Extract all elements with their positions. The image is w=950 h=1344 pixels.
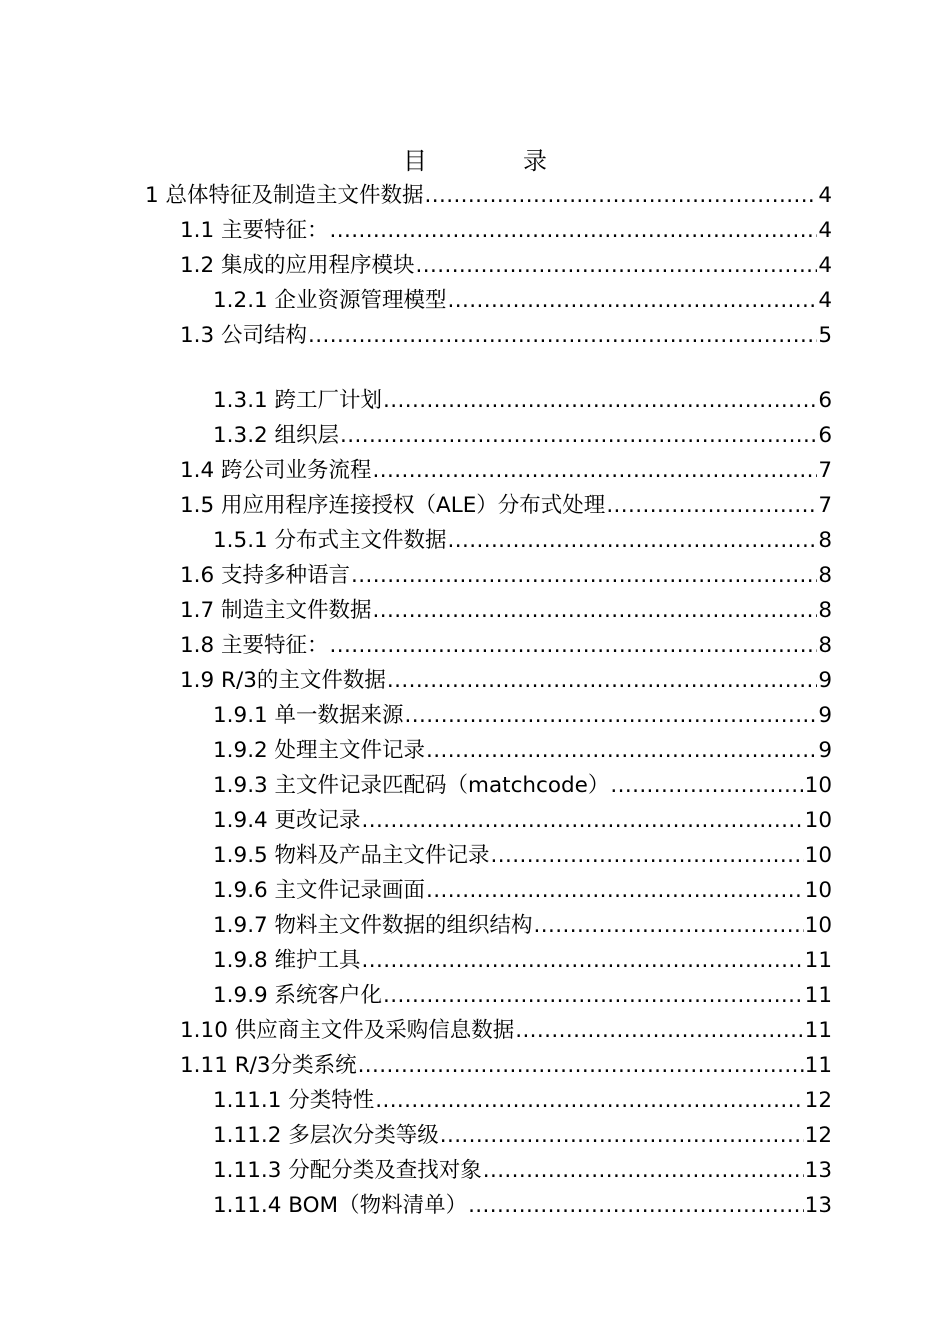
toc-entry-page-number: 4 bbox=[818, 252, 832, 278]
toc-entry[interactable] bbox=[0, 908, 950, 943]
toc-entry-text: 1.4 跨公司业务流程 bbox=[180, 457, 372, 483]
toc-dot-leader bbox=[383, 387, 817, 415]
toc-entry-text: 1 总体特征及制造主文件数据 bbox=[145, 182, 424, 208]
toc-entry[interactable] bbox=[0, 178, 950, 213]
toc-entry[interactable] bbox=[0, 383, 950, 418]
toc-entry-text: 1.11.4 BOM（物料清单） bbox=[213, 1192, 468, 1218]
toc-entry[interactable] bbox=[0, 1083, 950, 1118]
toc-entry[interactable] bbox=[0, 523, 950, 558]
toc-dot-leader bbox=[362, 807, 804, 835]
toc-dot-leader bbox=[373, 597, 818, 625]
toc-entry-text: 1.9.6 主文件记录画面 bbox=[213, 877, 426, 903]
toc-entry[interactable] bbox=[0, 213, 950, 248]
toc-entry-page-number: 6 bbox=[818, 387, 832, 413]
toc-entry-page-number: 4 bbox=[818, 217, 832, 243]
toc-entry-text: 1.10 供应商主文件及采购信息数据 bbox=[180, 1017, 515, 1043]
toc-entry[interactable] bbox=[0, 283, 950, 318]
toc-entry[interactable] bbox=[0, 838, 950, 873]
toc-dot-leader bbox=[340, 422, 817, 450]
toc-entry-page-number: 8 bbox=[818, 527, 832, 553]
toc-entry-text: 1.2.1 企业资源管理模型 bbox=[213, 287, 447, 313]
toc-entry[interactable] bbox=[0, 698, 950, 733]
toc-entry-page-number: 7 bbox=[818, 492, 832, 518]
toc-entry-text: 1.3 公司结构 bbox=[180, 322, 308, 348]
toc-dot-leader bbox=[416, 252, 818, 280]
toc-entry-page-number: 8 bbox=[818, 597, 832, 623]
toc-entry[interactable] bbox=[0, 1013, 950, 1048]
toc-entry[interactable] bbox=[0, 1153, 950, 1188]
toc-entry-page-number: 5 bbox=[818, 322, 832, 348]
toc-dot-leader bbox=[468, 1192, 804, 1220]
toc-entry-text: 1.2 集成的应用程序模块 bbox=[180, 252, 415, 278]
toc-dot-leader bbox=[358, 1052, 804, 1080]
toc-entry-page-number: 4 bbox=[818, 287, 832, 313]
toc-entry-page-number: 12 bbox=[804, 1122, 832, 1148]
toc-entry[interactable] bbox=[0, 558, 950, 593]
toc-dot-leader bbox=[405, 702, 818, 730]
toc-entry-text: 1.9 R/3的主文件数据 bbox=[180, 667, 386, 693]
toc-entry[interactable] bbox=[0, 1188, 950, 1223]
toc-dot-leader bbox=[426, 737, 817, 765]
toc-dot-leader bbox=[383, 982, 804, 1010]
toc-entry[interactable] bbox=[0, 248, 950, 283]
toc-dot-leader bbox=[351, 562, 817, 590]
toc-entry[interactable] bbox=[0, 873, 950, 908]
toc-dot-leader bbox=[426, 877, 804, 905]
toc-entry-page-number: 6 bbox=[818, 422, 832, 448]
toc-entry-text: 1.7 制造主文件数据 bbox=[180, 597, 372, 623]
toc-entry[interactable] bbox=[0, 943, 950, 978]
toc-entry-page-number: 10 bbox=[804, 842, 832, 868]
toc-entry[interactable] bbox=[0, 628, 950, 663]
toc-entry-page-number: 9 bbox=[818, 667, 832, 693]
toc-entry-text: 1.9.8 维护工具 bbox=[213, 947, 361, 973]
toc-dot-leader bbox=[515, 1017, 803, 1045]
toc-entry-page-number: 10 bbox=[804, 877, 832, 903]
toc-entry-page-number: 11 bbox=[804, 947, 832, 973]
toc-entry[interactable] bbox=[0, 318, 950, 353]
toc-entry-page-number: 7 bbox=[818, 457, 832, 483]
toc-entry-page-number: 11 bbox=[804, 1052, 832, 1078]
toc-entry-page-number: 10 bbox=[804, 807, 832, 833]
toc-entry-text: 1.5 用应用程序连接授权（ALE）分布式处理 bbox=[180, 492, 606, 518]
toc-dot-leader bbox=[330, 632, 818, 660]
toc-dot-leader bbox=[373, 457, 818, 485]
toc-dot-leader bbox=[440, 1122, 804, 1150]
toc-entry[interactable] bbox=[0, 978, 950, 1013]
toc-entry-text: 1.9.9 系统客户化 bbox=[213, 982, 383, 1008]
toc-entry-text: 1.9.3 主文件记录匹配码（matchcode） bbox=[213, 772, 610, 798]
toc-entry[interactable] bbox=[0, 663, 950, 698]
toc-entry-page-number: 9 bbox=[818, 737, 832, 763]
toc-entry-text: 1.9.1 单一数据来源 bbox=[213, 702, 404, 728]
toc-dot-leader bbox=[308, 322, 817, 350]
toc-entry-page-number: 4 bbox=[818, 182, 832, 208]
toc-list bbox=[0, 178, 950, 1223]
toc-entry-text: 1.11.3 分配分类及查找对象 bbox=[213, 1157, 482, 1183]
toc-dot-leader bbox=[448, 287, 818, 315]
toc-entry-text: 1.9.5 物料及产品主文件记录 bbox=[213, 842, 490, 868]
toc-entry-text: 1.9.7 物料主文件数据的组织结构 bbox=[213, 912, 533, 938]
toc-entry-text: 1.5.1 分布式主文件数据 bbox=[213, 527, 447, 553]
toc-entry-text: 1.11.2 多层次分类等级 bbox=[213, 1122, 439, 1148]
toc-dot-leader bbox=[483, 1157, 804, 1185]
toc-entry-text: 1.11.1 分类特性 bbox=[213, 1087, 375, 1113]
toc-entry-page-number: 10 bbox=[804, 912, 832, 938]
toc-dot-leader bbox=[362, 947, 804, 975]
toc-entry-text: 1.9.2 处理主文件记录 bbox=[213, 737, 426, 763]
toc-entry[interactable] bbox=[0, 453, 950, 488]
toc-entry-text: 1.6 支持多种语言 bbox=[180, 562, 351, 588]
toc-entry[interactable] bbox=[0, 1118, 950, 1153]
toc-entry-page-number: 13 bbox=[804, 1192, 832, 1218]
toc-entry-text: 1.3.2 组织层 bbox=[213, 422, 340, 448]
toc-entry[interactable] bbox=[0, 733, 950, 768]
toc-entry-page-number: 8 bbox=[818, 632, 832, 658]
toc-dot-leader bbox=[387, 667, 817, 695]
toc-entry-text: 1.11 R/3分类系统 bbox=[180, 1052, 357, 1078]
toc-entry[interactable] bbox=[0, 418, 950, 453]
toc-entry-page-number: 11 bbox=[804, 1017, 832, 1043]
toc-entry[interactable] bbox=[0, 768, 950, 803]
toc-entry-text: 1.3.1 跨工厂计划 bbox=[213, 387, 383, 413]
toc-entry-page-number: 9 bbox=[818, 702, 832, 728]
toc-dot-leader bbox=[375, 1087, 803, 1115]
toc-entry-page-number: 11 bbox=[804, 982, 832, 1008]
toc-entry[interactable] bbox=[0, 593, 950, 628]
toc-dot-leader bbox=[610, 772, 803, 800]
toc-entry-text: 1.8 主要特征： bbox=[180, 632, 329, 658]
toc-entry-page-number: 8 bbox=[818, 562, 832, 588]
toc-entry-page-number: 12 bbox=[804, 1087, 832, 1113]
toc-entry[interactable] bbox=[0, 1048, 950, 1083]
toc-entry-text: 1.1 主要特征： bbox=[180, 217, 329, 243]
toc-entry-page-number: 10 bbox=[804, 772, 832, 798]
toc-entry[interactable] bbox=[0, 803, 950, 838]
toc-dot-leader bbox=[491, 842, 804, 870]
toc-dot-leader bbox=[534, 912, 804, 940]
toc-entry-text: 1.9.4 更改记录 bbox=[213, 807, 361, 833]
toc-dot-leader bbox=[606, 492, 817, 520]
toc-dot-leader bbox=[425, 182, 818, 210]
toc-dot-leader bbox=[448, 527, 818, 555]
toc-entry-page-number: 13 bbox=[804, 1157, 832, 1183]
toc-entry[interactable] bbox=[0, 488, 950, 523]
toc-title: 目 录 bbox=[403, 147, 547, 175]
toc-dot-leader bbox=[330, 217, 818, 245]
